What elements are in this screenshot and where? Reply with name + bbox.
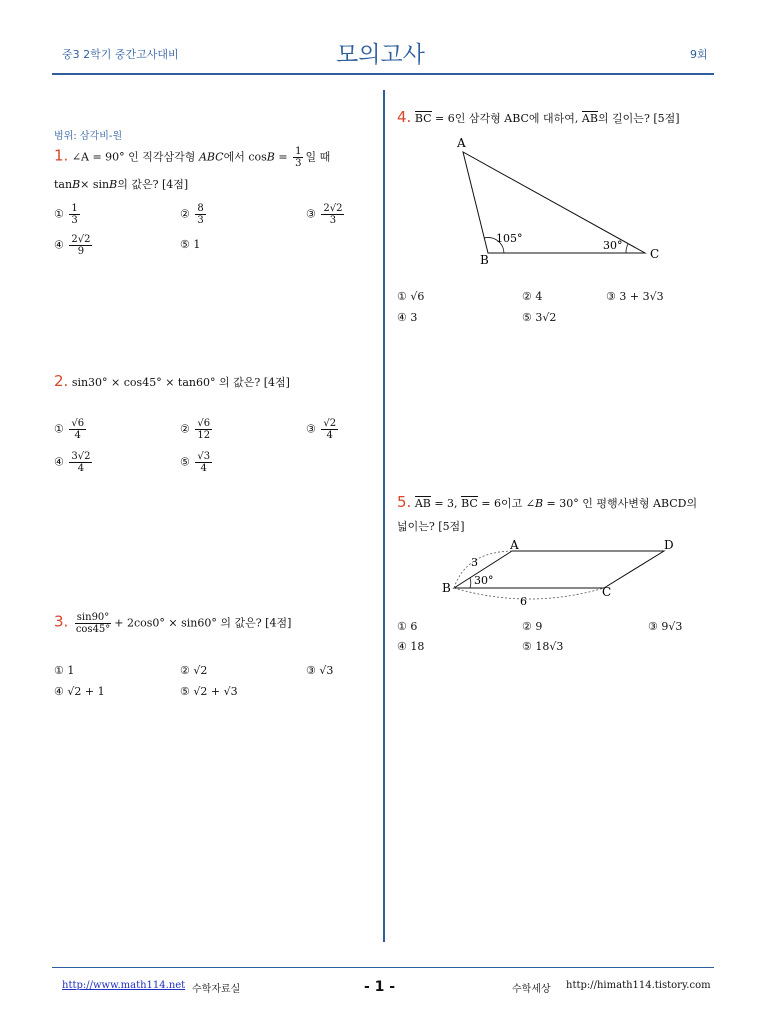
question-number: 1. [54,146,69,165]
choice-5[interactable] [180,685,238,698]
choice-mark: ④ [54,455,64,469]
choice-mark: ② [180,207,190,221]
choice-4[interactable] [397,640,424,653]
q5-post: = 30° 인 평행사변형 ABCD의 [543,497,698,510]
q1-question: 의 값은? [4점] [117,178,189,191]
choice-fraction [69,418,86,441]
choice-value: 1 [193,238,201,251]
choice-2[interactable] [180,203,208,226]
q5-mid: 이고 ∠ [501,497,535,510]
choice-4[interactable] [397,311,417,324]
q3-text: + 2cos0° × sin60° 의 값은? [4점] [114,616,292,630]
q1-tan: tan [54,178,73,191]
q4-eq: = 6 [431,112,455,125]
q5-eq2: = 6 [477,497,501,510]
denominator: 3 [295,158,302,169]
column-divider [383,90,385,942]
choice-value: √3 [319,664,334,677]
q1-fraction [293,146,303,169]
choice-value: 1 [67,664,75,677]
numerator: 1 [295,146,302,157]
choice-value: √2 + 1 [67,685,105,698]
choice-mark: ⑤ [180,455,190,469]
choice-mark: ③ [306,207,316,221]
exam-round: 9회 [690,48,708,61]
denominator: 4 [326,430,333,441]
choice-mark: ④ [397,640,407,653]
header-subject: 중3 2학기 중간고사대비 [62,48,179,61]
page-number: - 1 - [364,979,396,995]
question-number: 3. [54,612,69,631]
range-label: 범위: 삼각비-원 [54,131,123,142]
q1-triangle-name: ABC [198,150,224,164]
angle-c-label: 30° [603,239,623,252]
q3-fraction [74,612,112,635]
vertex-c-label: C [602,585,612,599]
choice-3[interactable] [306,664,333,677]
footer-link[interactable]: http://www.math114.net [62,980,186,991]
choice-3[interactable] [306,203,346,226]
choice-2[interactable] [522,620,542,633]
vertex-b-label: B [442,581,451,595]
choice-mark: ④ [54,238,64,252]
vertex-a-label: A [510,538,519,552]
choice-1[interactable] [397,620,417,633]
numerator: √3 [197,451,211,462]
q4-post: 의 길이는? [5점] [597,112,680,125]
choice-fraction [69,203,79,226]
q1-mid: 에서 cos [223,150,267,164]
q5-segment-bc: BC [461,497,478,510]
choice-mark: ② [522,620,532,633]
choice-mark: ① [54,664,64,677]
choice-4[interactable] [54,234,94,257]
question-number: 4. [397,108,412,126]
choice-fraction [321,203,344,226]
choice-mark: ② [522,290,532,303]
q1-var-b: B [109,178,118,191]
choice-value: 3 [410,311,418,324]
choice-2[interactable] [522,290,542,303]
q1-premise: ∠A = 90° 인 직각삼각형 [71,150,196,164]
numerator: 3√2 [71,451,91,462]
choice-mark: ① [54,207,64,221]
choice-fraction [69,451,92,474]
choice-mark: ⑤ [522,311,532,324]
choice-3[interactable] [606,290,664,303]
choice-fraction [195,418,212,441]
triangle-figure [440,132,680,272]
denominator: 4 [77,463,85,474]
choice-1[interactable] [54,418,88,441]
angle-c-arc [626,244,628,253]
choice-mark: ③ [306,422,316,436]
numerator: 8 [197,203,204,214]
choice-fraction [195,451,212,474]
denominator: 3 [197,215,204,226]
page-title: 모의고사 [336,42,425,68]
side-bc-arc [454,588,604,599]
q4-segment-ab: AB [581,112,598,125]
q1-sin: × sin [80,178,110,191]
q4-mid: 인 삼각형 ABC에 대하여, [454,112,579,125]
numerator: √6 [197,418,211,429]
angle-b-label: 30° [474,574,494,587]
question-5 [397,493,697,511]
choice-5[interactable] [180,451,214,474]
question-3 [54,612,291,635]
choice-mark: ⑤ [522,640,532,653]
q2-text: sin30° × cos45° × tan60° 의 값은? [4점] [71,376,290,389]
choice-value: 6 [410,620,418,633]
denominator: 3 [329,215,337,226]
choice-mark: ③ [648,620,658,633]
choice-value: √2 + √3 [193,685,238,698]
side-ab-label: 3 [471,556,478,569]
choice-3[interactable] [648,620,682,633]
vertex-a-label: A [457,136,466,150]
choice-value: 18√3 [535,640,564,653]
q5-segment-ab: AB [414,497,431,510]
question-number: 2. [54,372,69,390]
side-bc-label: 6 [520,595,527,608]
choice-mark: ① [54,422,64,436]
question-1 [54,146,330,169]
choice-value: 4 [535,290,543,303]
choice-1[interactable] [54,203,82,226]
choice-mark: ① [397,290,407,303]
choice-value: 9 [535,620,543,633]
choice-value: √6 [410,290,425,303]
question-4 [397,108,680,126]
numerator: 2√2 [323,203,343,214]
choice-2[interactable] [180,418,214,441]
choice-mark: ③ [306,664,316,677]
numerator: √2 [323,418,337,429]
choice-5[interactable] [180,238,200,251]
choice-mark: ② [180,422,190,436]
choice-5[interactable] [522,640,563,653]
footer-brand: 수학세상 [512,984,551,995]
choice-value: √2 [193,664,208,677]
choice-value: 3 + 3√3 [619,290,664,303]
choice-mark: ⑤ [180,238,190,251]
header-divider [52,73,714,75]
numerator: 2√2 [71,234,91,245]
question-2 [54,372,290,390]
angle-b-label: 105° [496,232,523,245]
q5-var-b: B [534,497,544,510]
q4-segment-bc: BC [414,112,432,125]
choice-fraction [69,234,92,257]
angle-b-arc [470,578,471,588]
choice-4[interactable] [54,685,105,698]
denominator: 12 [197,430,211,441]
numerator: sin90° [76,612,110,623]
q1-post: 일 때 [305,150,331,164]
choice-4[interactable] [54,451,94,474]
footer-site-name: 수학자료실 [192,984,241,995]
choice-1[interactable] [54,664,74,677]
choice-mark: ① [397,620,407,633]
q1-var-b: B [72,178,81,191]
choice-value: 3√2 [535,311,557,324]
denominator: 4 [74,430,81,441]
choice-fraction [195,203,205,226]
q5-eq1: = 3, [430,497,458,510]
vertex-b-label: B [480,253,489,267]
choice-2[interactable] [180,664,207,677]
choice-fraction [321,418,338,441]
question-number: 5. [397,493,412,511]
question-1-line2 [54,176,188,192]
q1-var-b: B [266,150,275,164]
vertex-c-label: C [650,247,660,261]
denominator: 3 [71,215,78,226]
choice-mark: ④ [397,311,407,324]
choice-value: 9√3 [661,620,683,633]
choice-1[interactable] [397,290,424,303]
footer-divider [52,967,714,968]
denominator: 4 [200,463,207,474]
denominator: cos45° [75,624,111,635]
q1-eq: = [274,150,292,164]
choice-value: 18 [410,640,425,653]
parallelogram-figure [436,538,686,610]
footer-url-right: http://himath114.tistory.com [566,980,711,991]
choice-5[interactable] [522,311,556,324]
choice-mark: ⑤ [180,685,190,698]
question-5-line2: 넓이는? [5점] [397,520,465,533]
choice-mark: ④ [54,685,64,698]
choice-3[interactable] [306,418,340,441]
choice-mark: ③ [606,290,616,303]
vertex-d-label: D [664,538,674,552]
denominator: 9 [77,246,85,257]
choice-mark: ② [180,664,190,677]
numerator: 1 [71,203,78,214]
numerator: √6 [71,418,85,429]
